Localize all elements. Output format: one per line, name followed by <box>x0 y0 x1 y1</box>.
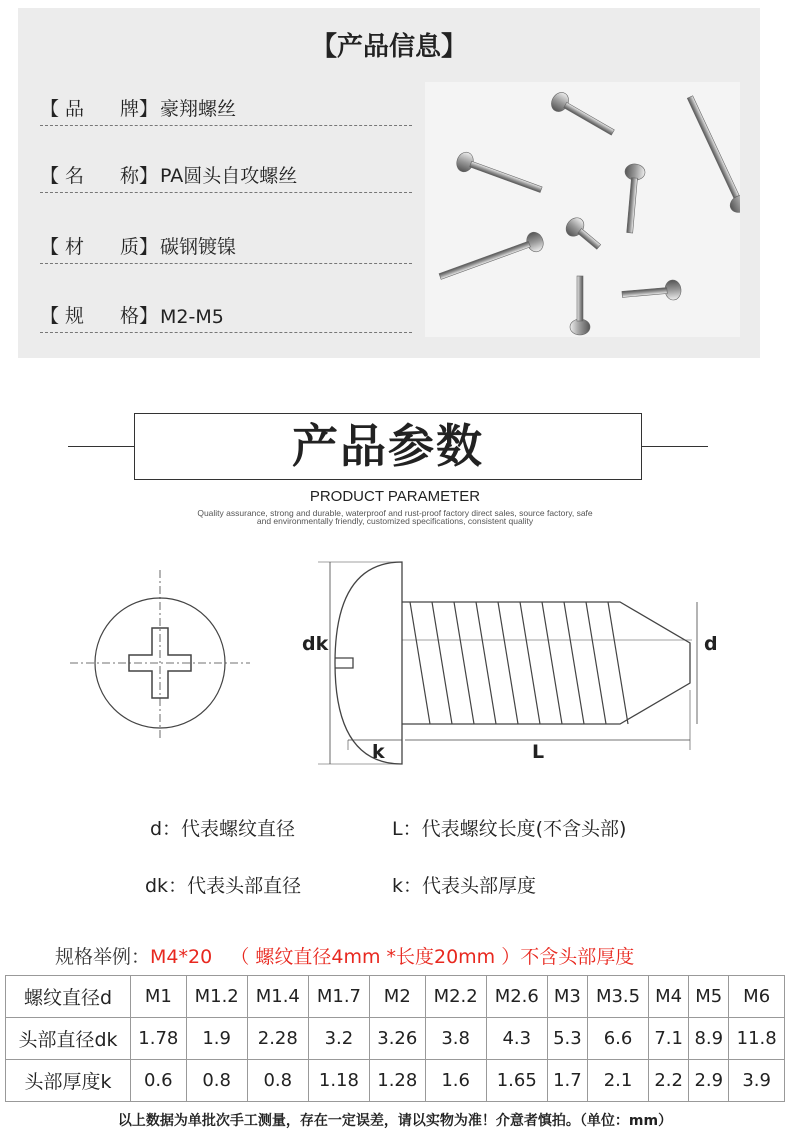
label: 称】 <box>119 165 158 187</box>
table-cell: 4.3 <box>486 1018 547 1060</box>
divider-left <box>68 446 134 447</box>
table-cell: 2.1 <box>587 1060 648 1102</box>
table-cell: 1.65 <box>486 1060 547 1102</box>
screw-top-view <box>70 570 250 740</box>
label: 【 规 <box>40 305 85 327</box>
table-cell: 1.28 <box>369 1060 425 1102</box>
table-cell: 1.6 <box>425 1060 486 1102</box>
table-cell: M3 <box>547 976 587 1018</box>
value: 碳钢镀镍 <box>160 236 237 258</box>
k-label: k <box>372 741 385 763</box>
table-cell: 2.2 <box>649 1060 689 1102</box>
divider-right <box>642 446 708 447</box>
label: 格】 <box>119 305 158 327</box>
example-value: M4*20 <box>150 946 213 968</box>
info-title: 【产品信息】 <box>310 32 467 62</box>
table-cell: 2.9 <box>689 1060 729 1102</box>
label: 【 名 <box>40 165 85 187</box>
label: 【 材 <box>40 236 85 258</box>
dk-label: dk <box>302 633 329 655</box>
table-cell: 0.8 <box>247 1060 308 1102</box>
table-cell: M5 <box>689 976 729 1018</box>
table-cell: M1.7 <box>308 976 369 1018</box>
label: 质】 <box>119 236 158 258</box>
table-cell: M1.2 <box>186 976 247 1018</box>
row-header: 头部直径dk <box>6 1018 131 1060</box>
product-photo <box>425 82 740 337</box>
table-cell: 1.78 <box>131 1018 187 1060</box>
table-row <box>6 976 785 1018</box>
table-cell: M6 <box>729 976 785 1018</box>
section-description <box>140 509 650 525</box>
screw-diagram <box>0 540 790 770</box>
table-cell: 1.9 <box>186 1018 247 1060</box>
table-cell: M1 <box>131 976 187 1018</box>
table-row <box>6 1018 785 1060</box>
value: M2-M5 <box>160 306 224 328</box>
table-cell: 1.18 <box>308 1060 369 1102</box>
spec-table <box>5 975 785 1102</box>
legend-L: L：代表螺纹长度(不含头部) <box>392 818 627 840</box>
table-cell: 1.7 <box>547 1060 587 1102</box>
table-cell: 6.6 <box>587 1018 648 1060</box>
table-cell: M3.5 <box>587 976 648 1018</box>
screw-side-view <box>318 562 697 764</box>
legend-k: k：代表头部厚度 <box>392 875 537 897</box>
example-note: （ 螺纹直径4mm *长度20mm ）不含头部厚度 <box>230 946 635 968</box>
table-cell: 0.8 <box>186 1060 247 1102</box>
table-row <box>6 1060 785 1102</box>
section-title: 产品参数 <box>134 413 642 480</box>
desc-line: and environmentally friendly, customized specifications, consistent quality <box>256 516 534 526</box>
table-cell: M4 <box>649 976 689 1018</box>
table-cell: M2.6 <box>486 976 547 1018</box>
legend-dk: dk：代表头部直径 <box>145 875 302 897</box>
d-label: d <box>704 633 718 655</box>
value: PA圆头自攻螺丝 <box>160 165 298 187</box>
footnote: 以上数据为单批次手工测量，存在一定误差，请以实物为准！介意者慎拍。（单位：mm） <box>117 1113 673 1129</box>
table-cell: 2.28 <box>247 1018 308 1060</box>
table-cell: M2 <box>369 976 425 1018</box>
table-cell: M1.4 <box>247 976 308 1018</box>
value: 豪翔螺丝 <box>160 98 237 120</box>
row-header: 头部厚度k <box>6 1060 131 1102</box>
table-cell: 3.2 <box>308 1018 369 1060</box>
label: 牌】 <box>119 98 158 120</box>
label: 【 品 <box>40 98 85 120</box>
table-cell: 3.8 <box>425 1018 486 1060</box>
table-cell: 7.1 <box>649 1018 689 1060</box>
info-row-name <box>40 163 412 193</box>
table-cell: M2.2 <box>425 976 486 1018</box>
spec-example <box>55 942 634 969</box>
L-label: L <box>532 741 545 763</box>
example-label: 规格举例： <box>55 946 151 968</box>
info-row-brand <box>40 96 412 126</box>
table-cell: 3.9 <box>729 1060 785 1102</box>
table-cell: 5.3 <box>547 1018 587 1060</box>
table-cell: 8.9 <box>689 1018 729 1060</box>
info-row-material <box>40 234 412 264</box>
legend-d: d：代表螺纹直径 <box>150 818 296 840</box>
table-cell: 11.8 <box>729 1018 785 1060</box>
table-cell: 0.6 <box>131 1060 187 1102</box>
section-subtitle: PRODUCT PARAMETER <box>309 488 481 505</box>
desc-line: Quality assurance, strong and durable, waterproof and rust-proof factory direct sales, source factory, safe <box>197 508 593 518</box>
table-cell: 3.26 <box>369 1018 425 1060</box>
info-row-spec <box>40 303 412 333</box>
row-header: 螺纹直径d <box>6 976 131 1018</box>
product-info-panel <box>18 8 760 358</box>
